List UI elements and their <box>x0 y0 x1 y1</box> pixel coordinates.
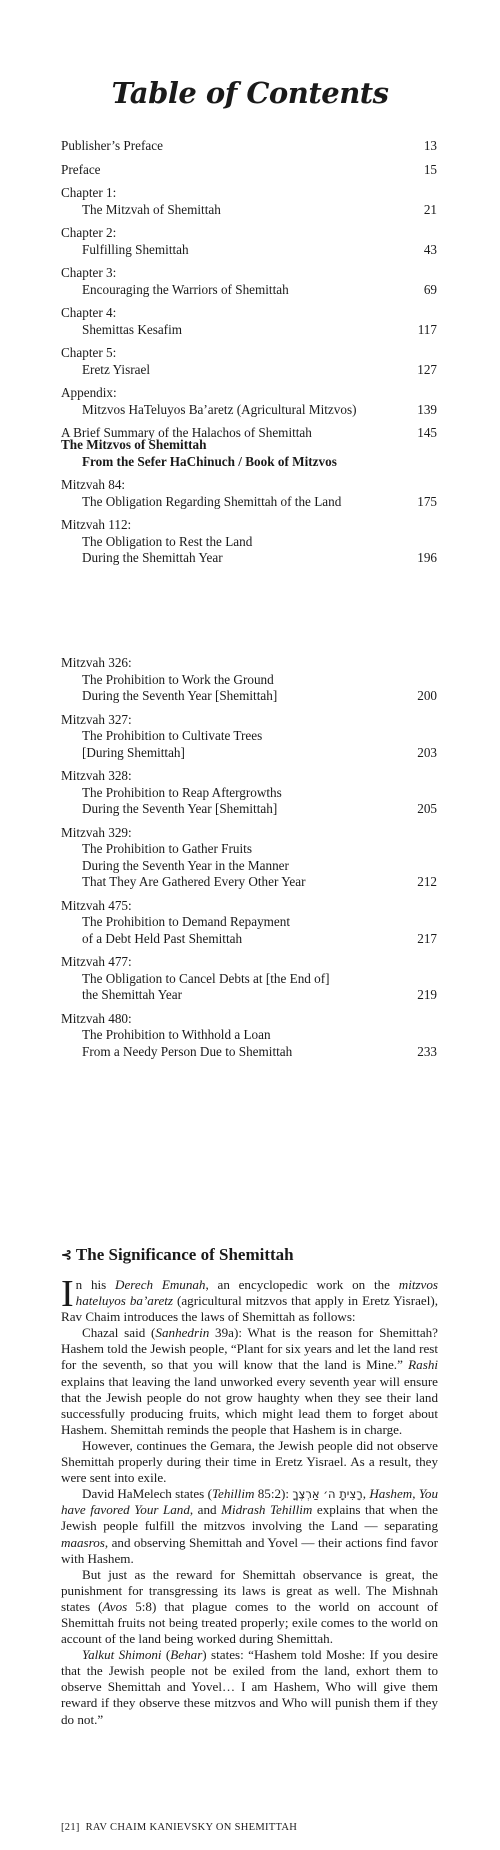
paragraph-3: However, continues the Gemara, the Jewish people did not observe Shemittah properly during their time in Eretz Yisrael. As a result, they were sent into exile. <box>61 1437 438 1486</box>
toc-entry-label: Publisher’s Preface <box>61 138 163 153</box>
paragraph-2: Chazal said (Sanhedrin 39a): What is the reason for Shemittah? Hashem told the Jewish people, “Plant for six years and let the land rest for the seventh, so that you will know that the land is Mine.” Rashi explains that leaving the land unworked every seventh year will ensure that the Jewish people do not grow haughty when they see their land successfully producing fruits, which might lead them to forget about Hashem. Shemittah reminds the people that Hashem is in charge. <box>61 1325 438 1437</box>
toc-section-heading-line1: The Mitzvos of Shemittah <box>61 437 207 452</box>
toc-page-number: 175 <box>417 493 437 509</box>
toc-page-number: 21 <box>423 201 437 217</box>
toc-entry-subtitle: During the Seventh Year [Shemittah] <box>82 688 278 703</box>
toc-section-heading-line2: From the Sefer HaChinuch / Book of Mitzvos <box>82 453 337 469</box>
toc-entry-label: Chapter 2: <box>61 225 117 240</box>
toc-entry-subtitle: Shemittas Kesafim <box>82 321 182 337</box>
toc-entry-subtitle: [During Shemittah] <box>82 744 185 760</box>
toc-entry-subtitle: During the Shemittah Year <box>82 550 223 565</box>
section-heading <box>61 1245 294 1265</box>
toc-page-number: 205 <box>417 801 437 816</box>
toc-entry-label: Mitzvah 477: <box>61 954 132 969</box>
toc-entry <box>61 345 437 378</box>
toc-entry <box>61 655 437 705</box>
toc-page-number: 203 <box>417 744 437 760</box>
toc-mitzvos-list-b <box>61 655 437 1067</box>
toc-entry <box>61 185 437 218</box>
toc-entry <box>61 517 437 567</box>
toc-page-number: 196 <box>417 550 437 565</box>
toc-entry-subtitle: the Shemittah Year <box>82 987 182 1002</box>
toc-page-number: 217 <box>417 930 437 946</box>
toc-entry <box>61 825 437 891</box>
toc-entry <box>61 162 437 179</box>
toc-entry-label: Chapter 3: <box>61 265 117 280</box>
toc-entry-subtitle: That They Are Gathered Every Other Year <box>82 874 306 889</box>
page-number: [21] <box>61 1822 80 1833</box>
toc-entry <box>61 898 437 948</box>
toc-entry-label: Mitzvah 480: <box>61 1010 132 1026</box>
toc-entry <box>61 385 437 418</box>
toc-entry-label: Mitzvah 475: <box>61 897 132 913</box>
toc-entry <box>61 305 437 338</box>
drop-cap: I <box>61 1273 74 1315</box>
toc-section-heading <box>61 437 437 470</box>
toc-entry-subtitle: The Prohibition to Withhold a Loan <box>82 1027 271 1042</box>
toc-entry-subtitle: The Prohibition to Cultivate Trees <box>82 728 263 743</box>
toc-title: Table of Contents <box>111 76 389 110</box>
toc-page-number: 43 <box>423 241 437 257</box>
toc-entry-label: Chapter 5: <box>61 345 117 360</box>
toc-entry-subtitle: The Prohibition to Gather Fruits <box>82 841 252 856</box>
toc-list <box>61 138 437 449</box>
toc-entry-label: Mitzvah 326: <box>61 655 132 670</box>
toc-entry-subtitle: During the Seventh Year [Shemittah] <box>82 801 278 816</box>
toc-entry <box>61 1011 437 1061</box>
toc-page-number: 139 <box>417 401 437 417</box>
section-heading-text: The Significance of Shemittah <box>75 1245 294 1264</box>
paragraph-4: David HaMelech states (Tehillim 85:2): רָצִיתָ ה׳ אַרְצֶךָ, Hashem, You have favored Your Land, and Midrash Tehillim explains that when the Jewish people fulfill the mitzvos involving the Land — separating maasros, and observing Shemittah and Yovel — their actions find favor with Hashem. <box>61 1486 438 1566</box>
running-title: RAV CHAIM KANIEVSKY ON SHEMITTAH <box>85 1822 298 1833</box>
toc-entry-subtitle: The Obligation to Rest the Land <box>82 533 253 549</box>
toc-page-number: 145 <box>417 425 437 440</box>
toc-entry <box>61 768 437 818</box>
toc-entry-subtitle: The Prohibition to Reap Aftergrowths <box>82 784 282 800</box>
toc-entry-label: Mitzvah 112: <box>61 517 132 532</box>
paragraph-1: In his Derech Emunah, an encyclopedic work on the mitzvos hateluyos ba’aretz (agricultural mitzvos that apply in Eretz Yisrael), Rav Chaim introduces the laws of Shemittah as follows: <box>61 1273 439 1325</box>
toc-entry <box>61 954 437 1004</box>
toc-entry-label: Appendix: <box>61 385 117 400</box>
toc-entry-subtitle: From a Needy Person Due to Shemittah <box>82 1043 293 1059</box>
toc-entry-label: Chapter 1: <box>61 185 117 200</box>
toc-page-number: 117 <box>417 321 437 337</box>
hebrew-quote: רָצִיתָ ה׳ אַרְצֶךָ <box>292 1487 363 1502</box>
toc-entry <box>61 712 437 762</box>
toc-entry <box>61 265 437 298</box>
toc-section <box>61 437 437 574</box>
paragraph-6: Yalkut Shimoni (Behar) states: “Hashem told Moshe: If you desire that the Jewish people not be exiled from the land, exhort them to observe Shemittah and Yovel… I am Hashem, Who will give them reward if they observe these mitzvos and Who will punish them if they do not.” <box>61 1647 438 1727</box>
toc-entry-subtitle: During the Seventh Year in the Manner <box>82 857 289 873</box>
toc-entry-label: Chapter 4: <box>61 305 117 320</box>
toc-entry-label: Preface <box>61 161 101 177</box>
toc-entry-subtitle: of a Debt Held Past Shemittah <box>82 930 243 946</box>
toc-entry-subtitle: Encouraging the Warriors of Shemittah <box>82 281 289 297</box>
toc-page-number: 200 <box>417 688 437 703</box>
toc-entry-subtitle: The Obligation to Cancel Debts at [the End of] <box>82 970 330 986</box>
toc-page-number: 233 <box>417 1043 437 1059</box>
toc-entry-subtitle: The Obligation Regarding Shemittah of the Land <box>82 493 342 509</box>
toc-entry-label: A Brief Summary of the Halachos of Shemittah <box>61 425 312 440</box>
ornament-icon: ⊰ <box>61 1247 72 1262</box>
toc-page-number: 212 <box>417 874 437 889</box>
toc-mitzvos-list-a <box>61 477 437 567</box>
toc-entry-subtitle: Mitzvos HaTeluyos Ba’aretz (Agricultural Mitzvos) <box>82 401 357 417</box>
toc-entry-label: Mitzvah 84: <box>61 477 126 492</box>
article-body <box>61 1273 439 1728</box>
toc-entry-label: Mitzvah 329: <box>61 824 132 840</box>
toc-entry-subtitle: The Mitzvah of Shemittah <box>82 201 221 217</box>
toc-page-number: 13 <box>423 138 437 153</box>
toc-entry-subtitle: The Prohibition to Demand Repayment <box>82 914 291 929</box>
toc-entry-subtitle: The Prohibition to Work the Ground <box>82 671 274 687</box>
toc-entry-label: Mitzvah 328: <box>61 768 132 783</box>
toc-page-number: 127 <box>417 361 437 377</box>
toc-entry-label: Mitzvah 327: <box>61 711 132 727</box>
toc-entry <box>61 477 437 510</box>
toc-page-number: 15 <box>423 161 437 177</box>
page-footer <box>61 1822 297 1833</box>
toc-page-number: 69 <box>423 281 437 297</box>
toc-entry-subtitle: Fulfilling Shemittah <box>82 241 189 257</box>
paragraph-5: But just as the reward for Shemittah observance is great, the punishment for transgressing its laws is great as well. The Mishnah states (Avos 5:8) that plague comes to the world on account of Shemittah fruits not being treated properly; exile comes to the world on account of the land being worked during Shemittah. <box>61 1566 438 1647</box>
toc-entry-subtitle: Eretz Yisrael <box>82 361 150 377</box>
toc-entry <box>61 138 437 155</box>
toc-entry <box>61 225 437 258</box>
toc-page-number: 219 <box>417 987 437 1002</box>
